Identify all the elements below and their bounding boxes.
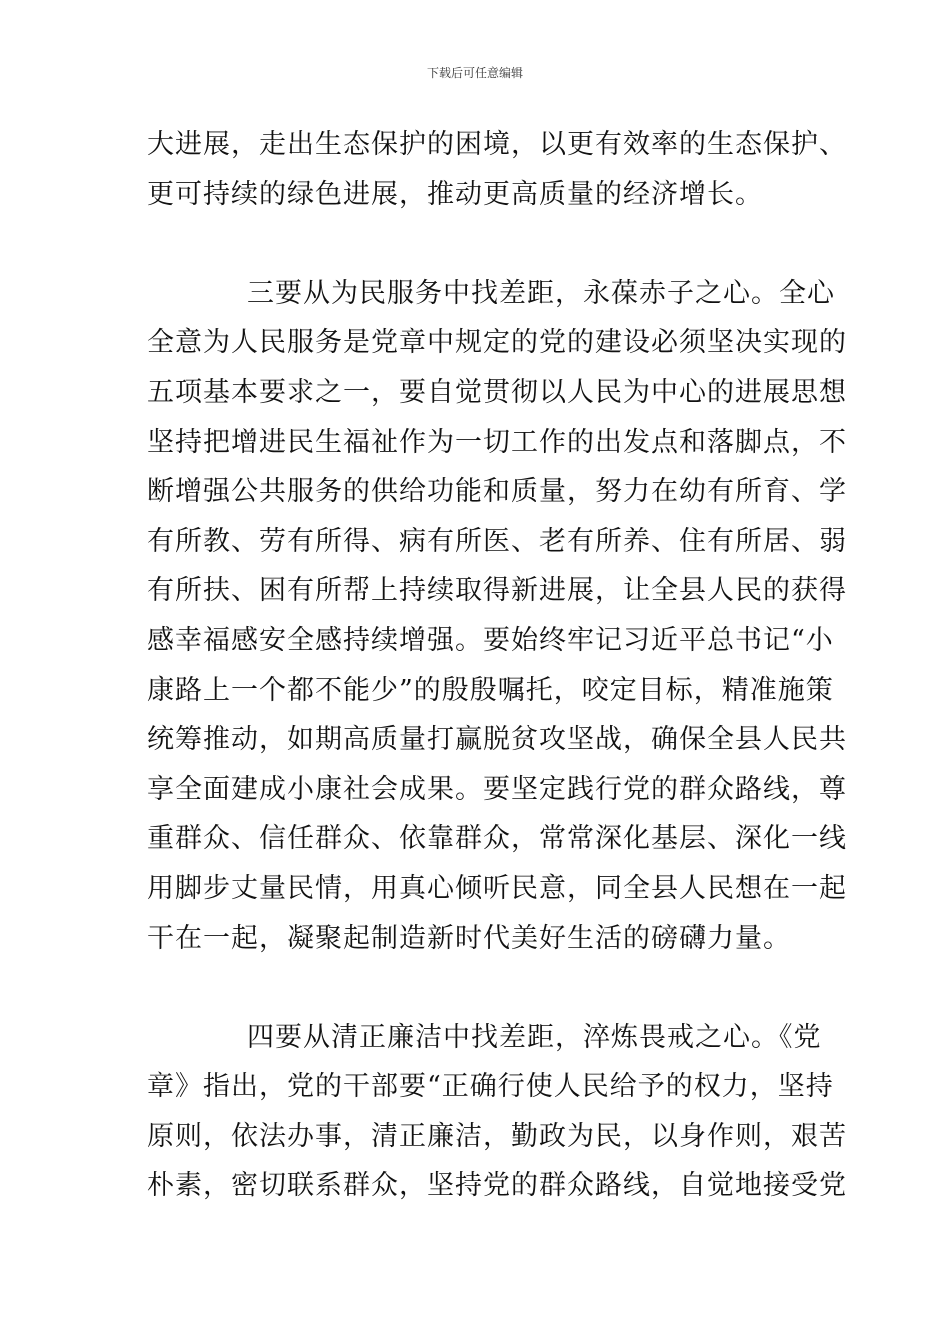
- text-line: 原则，依法办事，清正廉洁，勤政为民，以身作则，艰苦: [147, 1120, 847, 1152]
- text-line: 全意为人民服务是党章中规定的党的建设必须坚决实现的: [147, 327, 847, 359]
- text-line: 康路上一个都不能少”的殷殷嘱托，咬定目标，精准施策: [147, 674, 834, 706]
- text-line: 有所扶、困有所帮上持续取得新进展，让全县人民的获得: [147, 575, 847, 607]
- page-header: 下载后可任意编辑: [426, 66, 523, 80]
- text-line: 五项基本要求之一，要自觉贯彻以人民为中心的进展思想: [147, 376, 847, 408]
- text-line: 章》指出，党的干部要“正确行使人民给予的权力，坚持: [147, 1071, 834, 1103]
- document-body: [147, 120, 847, 1211]
- paragraph-gap: [147, 963, 807, 1013]
- text-line: 干在一起，凝聚起制造新时代美好生活的磅礴力量。: [147, 922, 791, 954]
- text-line: 统筹推动，如期高质量打赢脱贫攻坚战，确保全县人民共: [147, 724, 847, 756]
- text-line: 朴素，密切联系群众，坚持党的群众路线，自觉地接受党: [147, 1170, 847, 1202]
- text-line: 用脚步丈量民情，用真心倾听民意，同全县人民想在一起: [147, 872, 847, 904]
- text-line: 重群众、信任群众、依靠群众，常常深化基层、深化一线: [147, 823, 847, 855]
- text-line: 断增强公共服务的供给功能和质量，努力在幼有所育、学: [147, 476, 847, 508]
- paragraph-1: [147, 120, 847, 219]
- text-line: 感幸福感安全感持续增强。要始终牢记习近平总书记“小: [147, 624, 834, 656]
- text-line: 四要从清正廉洁中找差距，淬炼畏戒之心。《党: [247, 1021, 822, 1053]
- paragraph-gap: [147, 219, 807, 269]
- text-line: 享全面建成小康社会成果。要坚定践行党的群众路线，尊: [147, 773, 847, 805]
- text-line: 三要从为民服务中找差距，永葆赤子之心。全心: [247, 277, 835, 309]
- paragraph-2: [147, 269, 847, 963]
- text-line: 有所教、劳有所得、病有所医、老有所养、住有所居、弱: [147, 525, 847, 557]
- text-line: 更可持续的绿色进展，推动更高质量的经济增长。: [147, 178, 763, 210]
- text-line: 坚持把增进民生福祉作为一切工作的出发点和落脚点，不: [147, 426, 847, 458]
- paragraph-3: [147, 1013, 847, 1211]
- text-line: 大进展，走出生态保护的困境，以更有效率的生态保护、: [147, 129, 847, 160]
